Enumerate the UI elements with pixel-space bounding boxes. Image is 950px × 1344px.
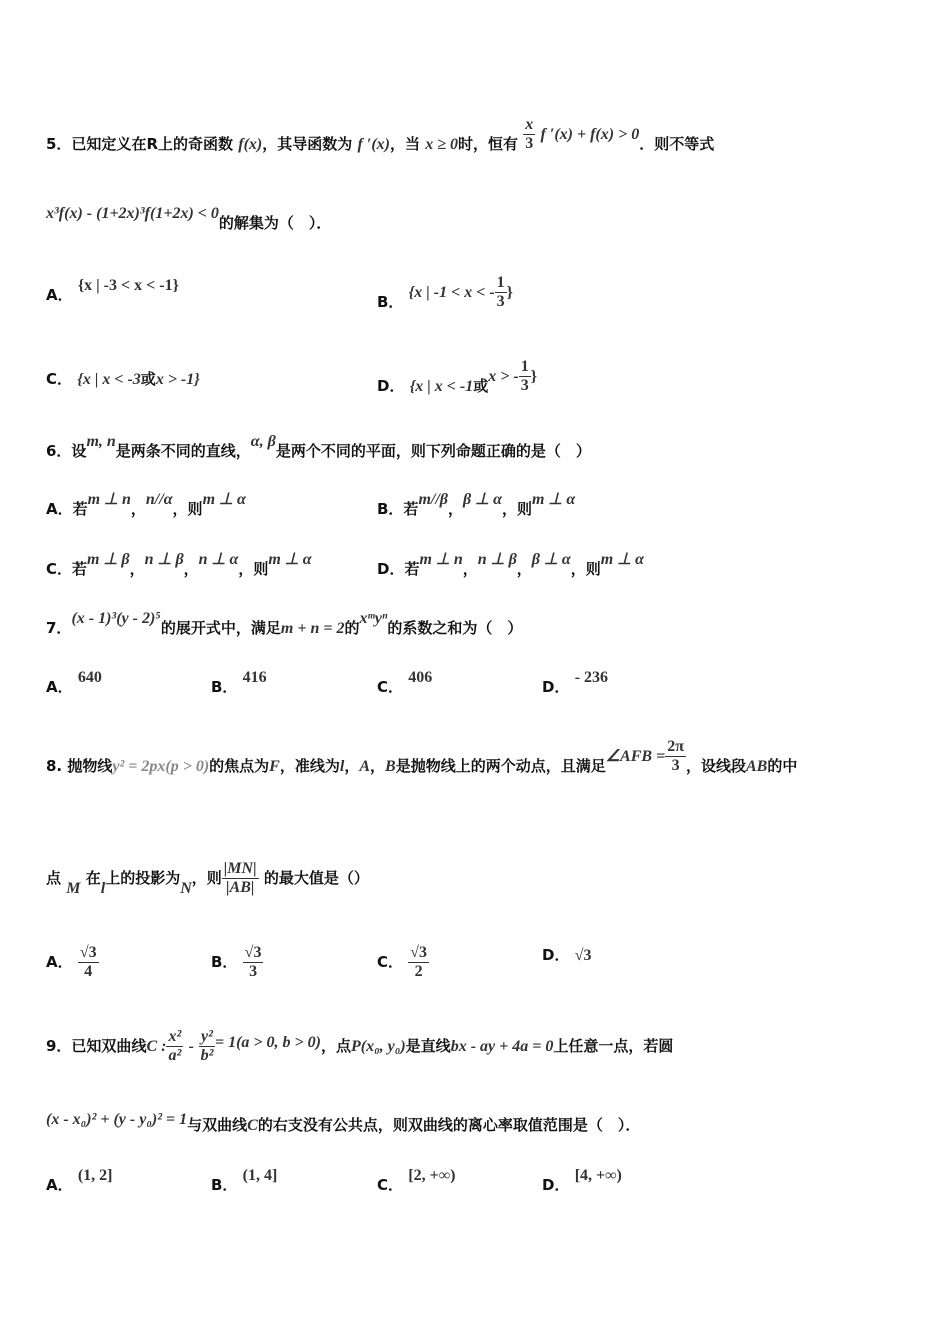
q9-text: ，点 (320, 1037, 351, 1055)
option-math: m ⊥ n (419, 551, 463, 568)
q6-ab: α, β (250, 433, 276, 450)
frac-num: √3 (79, 944, 97, 961)
q7-expr: (x - 1)³(y - 2)⁵ (71, 610, 161, 627)
q7-option-a[interactable] (46, 669, 102, 699)
option-label: A．若 (46, 500, 88, 518)
q9-P: P(x₀, y₀) (350, 1038, 406, 1055)
option-math: m//β (418, 491, 448, 508)
q9-text: 9．已知双曲线 (46, 1037, 147, 1055)
q5-stem-line1 (46, 116, 715, 163)
frac-den: 3 (496, 293, 505, 310)
option-label: A． (46, 678, 73, 696)
option-text: ， (447, 500, 463, 518)
frac-den: b² (200, 1047, 214, 1064)
q5-stem-line2 (46, 205, 332, 235)
q5-ineq2: x³f(x) - (1+2x)³f(1+2x) < 0 (46, 205, 219, 222)
option-label: A． (46, 286, 73, 304)
q8-ratio-frac (222, 860, 259, 897)
option-value: (1, 4] (242, 1167, 278, 1184)
q8-eq: y² = 2px(p > 0) (112, 758, 210, 775)
frac-den: a² (168, 1047, 182, 1064)
option-math: m ⊥ α (600, 551, 645, 568)
option-label: D．若 (377, 560, 420, 578)
option-value: {x | x < -1 (409, 378, 474, 395)
q6-option-d[interactable] (377, 551, 645, 581)
option-math: m ⊥ n (87, 491, 131, 508)
option-label: D． (377, 377, 405, 395)
frac-den: 3 (520, 377, 529, 394)
q8-stem-line2 (46, 860, 369, 897)
q7-text: 7． (46, 619, 72, 637)
option-label: B． (377, 293, 404, 311)
option-math: β ⊥ α (462, 491, 502, 508)
q9-option-b[interactable] (211, 1167, 278, 1197)
option-text: ，则 (172, 500, 203, 518)
q6-text: 6．设 (46, 442, 87, 460)
frac-num: 1 (520, 358, 529, 375)
q9-text: 与双曲线 (187, 1116, 248, 1134)
q8-l: l (100, 880, 106, 897)
q8-N: N (180, 880, 192, 897)
option-text: ，则 (570, 560, 601, 578)
q8-text: 的最大值是（） (263, 869, 369, 887)
q8-text: 在 (85, 869, 101, 887)
q8-F: F (269, 758, 280, 775)
q5-text: ，当 (389, 135, 420, 153)
q9-text: 上任意一点，若圆 (553, 1037, 674, 1055)
option-value: {x | -1 < x < - (408, 284, 495, 301)
option-value: } (506, 284, 513, 301)
q5-frac-den: 3 (525, 135, 534, 152)
q9-option-d[interactable] (542, 1167, 622, 1197)
q8-text: 的焦点为 (209, 757, 270, 775)
option-label: D． (542, 946, 570, 964)
q8-text: ，准线为 (279, 757, 340, 775)
q5-option-c[interactable] (46, 368, 200, 391)
q8-AB: AB (745, 758, 768, 775)
q7-option-d[interactable] (542, 669, 609, 699)
q9-line: bx - ay + 4a = 0 (450, 1038, 554, 1055)
option-value: [2, +∞) (408, 1167, 456, 1184)
q8-option-c[interactable] (377, 944, 429, 981)
option-text: 或 (140, 370, 156, 388)
q6-text: 是两条不同的直线， (115, 442, 251, 460)
option-text: 或 (473, 377, 489, 395)
q5-fraction (523, 116, 535, 153)
option-label: B． (211, 953, 238, 971)
q8-l: l (339, 758, 345, 775)
option-value: √3 (574, 947, 592, 964)
q8-text: ， (370, 757, 386, 775)
q5-text: 的解集为（ ）． (218, 214, 332, 232)
option-text: ， (516, 560, 532, 578)
q8-option-a[interactable] (46, 944, 99, 981)
frac-den: 4 (84, 963, 93, 980)
option-math: m ⊥ β (87, 551, 130, 568)
option-label: C．若 (46, 560, 88, 578)
q6-option-a[interactable] (46, 491, 246, 521)
option-text: ， (129, 560, 145, 578)
q9-stem-line1 (46, 1028, 673, 1065)
frac-den: |AB| (226, 879, 255, 896)
q5-ineq1: f ′(x) + f(x) > 0 (540, 126, 640, 143)
option-value: x > -1} (155, 371, 200, 388)
q8-text: 是抛物线上的两个动点，且满足 (395, 757, 606, 775)
q9-text: 是直线 (405, 1037, 451, 1055)
option-value: {x | x < -3 (77, 371, 141, 388)
option-value: - 236 (574, 669, 609, 686)
q8-angle: ∠AFB = (605, 748, 666, 765)
q9-option-c[interactable] (377, 1167, 456, 1197)
frac-den: 3 (249, 963, 258, 980)
q8-angle-frac (665, 738, 686, 775)
option-frac (408, 944, 429, 981)
frac-num: 2π (667, 738, 684, 755)
option-math: n ⊥ α (198, 551, 239, 568)
q9-circle: (x - x₀)² + (y - y₀)² = 1 (46, 1111, 188, 1128)
option-value: 406 (408, 669, 433, 686)
q5-R: R (146, 135, 159, 153)
option-label: D． (542, 1176, 570, 1194)
frac-num: √3 (410, 944, 428, 961)
q5-option-b[interactable] (377, 274, 513, 321)
option-label: C． (377, 953, 404, 971)
frac-num: 1 (496, 274, 505, 291)
q7-text: 的 (344, 619, 360, 637)
option-text: ， (130, 500, 146, 518)
option-math: β ⊥ α (531, 551, 571, 568)
option-math: m ⊥ α (202, 491, 246, 508)
option-math: n//α (145, 491, 173, 508)
q9-y-frac (199, 1028, 215, 1065)
option-frac (78, 944, 99, 981)
option-value: [4, +∞) (574, 1167, 622, 1184)
q5-fx: f(x) (238, 136, 263, 153)
option-label: D． (542, 678, 570, 696)
q5-d-frac (519, 358, 531, 395)
option-math: m ⊥ α (531, 491, 576, 508)
q5-fpx: f ′(x) (357, 136, 390, 153)
frac-num: |MN| (223, 860, 257, 877)
q8-text: ， (344, 757, 360, 775)
q8-option-b[interactable] (211, 944, 263, 981)
option-label: B． (211, 678, 238, 696)
q8-B: B (385, 758, 396, 775)
option-text: ， (183, 560, 199, 578)
q9-minus: - (188, 1038, 194, 1055)
q7-option-c[interactable] (377, 669, 433, 699)
q8-text: 8. 抛物线 (46, 757, 113, 775)
q5-cond: x ≥ 0 (425, 136, 459, 153)
q6-stem (46, 433, 591, 463)
q7-option-b[interactable] (211, 669, 267, 699)
q5-frac-num: x (525, 116, 534, 133)
q6-mn: m, n (86, 433, 116, 450)
option-text: ，则 (501, 500, 532, 518)
q9-C: C : (146, 1038, 167, 1055)
option-value: (1, 2] (77, 1167, 113, 1184)
q8-A: A (359, 758, 370, 775)
q5-option-d[interactable] (377, 358, 538, 405)
option-value: x > - (488, 368, 519, 385)
q6-option-b[interactable] (377, 491, 576, 521)
option-value: 416 (242, 669, 267, 686)
q9-stem-line2 (46, 1111, 641, 1137)
option-text: ，则 (238, 560, 269, 578)
q8-text: 上的投影为 (105, 869, 181, 887)
frac-num: √3 (244, 944, 262, 961)
q8-text: ，设线段 (685, 757, 746, 775)
option-math: m ⊥ α (268, 551, 312, 568)
option-math: n ⊥ β (144, 551, 184, 568)
q5-text: ，其导函数为 (262, 135, 353, 153)
q7-term: xᵐyⁿ (359, 610, 388, 627)
q9-C: C (247, 1117, 258, 1134)
q9-eq: = 1(a > 0, b > 0) (214, 1034, 321, 1051)
q9-option-a[interactable] (46, 1167, 113, 1197)
q9-text: 的右支没有公共点，则双曲线的离心率取值范围是（ ）． (257, 1116, 641, 1134)
q6-option-c[interactable] (46, 551, 312, 581)
q8-text: ，则 (191, 869, 222, 887)
option-label: C． (377, 1176, 404, 1194)
option-label: C． (46, 370, 73, 388)
frac-den: 3 (671, 757, 680, 774)
q5-b-frac (495, 274, 507, 311)
q5-option-a[interactable] (46, 277, 179, 307)
option-label: B． (211, 1176, 238, 1194)
q5-text: 上的奇函数 (158, 135, 234, 153)
option-label: C． (377, 678, 404, 696)
frac-num: y² (201, 1028, 213, 1045)
q5-text: 5．已知定义在 (46, 135, 147, 153)
q8-option-d[interactable] (542, 944, 591, 967)
q8-text: 的中 (767, 757, 798, 775)
option-text: ， (462, 560, 478, 578)
q9-x-frac (166, 1028, 183, 1065)
q7-stem (46, 610, 523, 640)
option-value: {x | -3 < x < -1} (77, 277, 179, 294)
option-value: 640 (77, 669, 102, 686)
option-label: B．若 (377, 500, 419, 518)
q8-text: 点 (46, 869, 62, 887)
frac-num: x² (168, 1028, 182, 1045)
q7-text: 的系数之和为（ ） (387, 619, 523, 637)
q7-text: 的展开式中，满足 (160, 619, 281, 637)
q5-text: 时，恒有 (458, 135, 519, 153)
option-label: A． (46, 953, 73, 971)
option-math: n ⊥ β (477, 551, 517, 568)
option-value: } (530, 368, 538, 385)
q5-text: ．则不等式 (639, 135, 715, 153)
q7-cond: m + n = 2 (280, 620, 345, 637)
q8-M: M (66, 880, 81, 897)
q6-text: 是两个不同的平面，则下列命题正确的是（ ） (275, 442, 591, 460)
option-label: A． (46, 1176, 73, 1194)
frac-den: 2 (414, 963, 423, 980)
option-frac (243, 944, 264, 981)
